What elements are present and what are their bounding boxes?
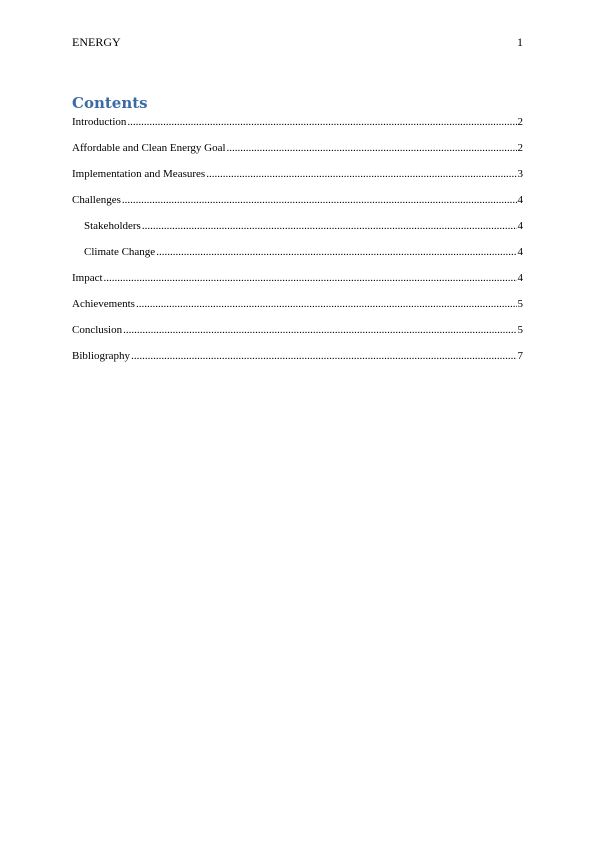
toc-entry-label: Conclusion [72, 324, 123, 336]
toc-entry-page: 2 [517, 142, 523, 154]
page-number: 1 [517, 35, 523, 49]
toc-entry-label: Stakeholders [84, 220, 141, 232]
toc-entry-achievements[interactable] [72, 296, 523, 322]
running-header-title: ENERGY [72, 35, 121, 49]
toc-leader-dots [156, 244, 516, 260]
toc-entry-label: Implementation and Measures [72, 168, 206, 180]
toc-leader-dots [206, 166, 516, 182]
page-header [72, 35, 523, 51]
toc-leader-dots [227, 140, 517, 156]
toc-leader-dots [136, 296, 517, 312]
table-of-contents [72, 114, 523, 374]
toc-entry-page: 4 [517, 246, 523, 258]
toc-entry-bibliography[interactable] [72, 348, 523, 374]
toc-entry-label: Affordable and Clean Energy Goal [72, 142, 226, 154]
toc-leader-dots [122, 192, 517, 208]
toc-leader-dots [142, 218, 517, 234]
toc-entry-implementation-measures[interactable] [72, 166, 523, 192]
toc-entry-label: Achievements [72, 298, 135, 310]
toc-entry-page: 2 [517, 116, 523, 128]
toc-entry-affordable-clean-energy-goal[interactable] [72, 140, 523, 166]
toc-entry-label: Challenges [72, 194, 121, 206]
toc-entry-label: Climate Change [84, 246, 156, 258]
toc-entry-introduction[interactable] [72, 114, 523, 140]
toc-entry-page: 4 [517, 220, 523, 232]
toc-entry-page: 4 [517, 194, 523, 206]
toc-entry-page: 5 [517, 324, 523, 336]
toc-entry-challenges[interactable] [72, 192, 523, 218]
toc-heading: Contents [72, 94, 148, 112]
toc-leader-dots [127, 114, 516, 130]
toc-entry-page: 3 [517, 168, 523, 180]
toc-entry-page: 7 [517, 350, 523, 362]
toc-entry-climate-change[interactable] [72, 244, 523, 270]
toc-entry-page: 5 [517, 298, 523, 310]
toc-entry-label: Bibliography [72, 350, 131, 362]
toc-entry-impact[interactable] [72, 270, 523, 296]
toc-leader-dots [104, 270, 517, 286]
toc-entry-label: Introduction [72, 116, 127, 128]
toc-entry-stakeholders[interactable] [72, 218, 523, 244]
toc-leader-dots [123, 322, 516, 338]
toc-entry-page: 4 [517, 272, 523, 284]
toc-entry-label: Impact [72, 272, 103, 284]
toc-leader-dots [131, 348, 516, 364]
toc-entry-conclusion[interactable] [72, 322, 523, 348]
